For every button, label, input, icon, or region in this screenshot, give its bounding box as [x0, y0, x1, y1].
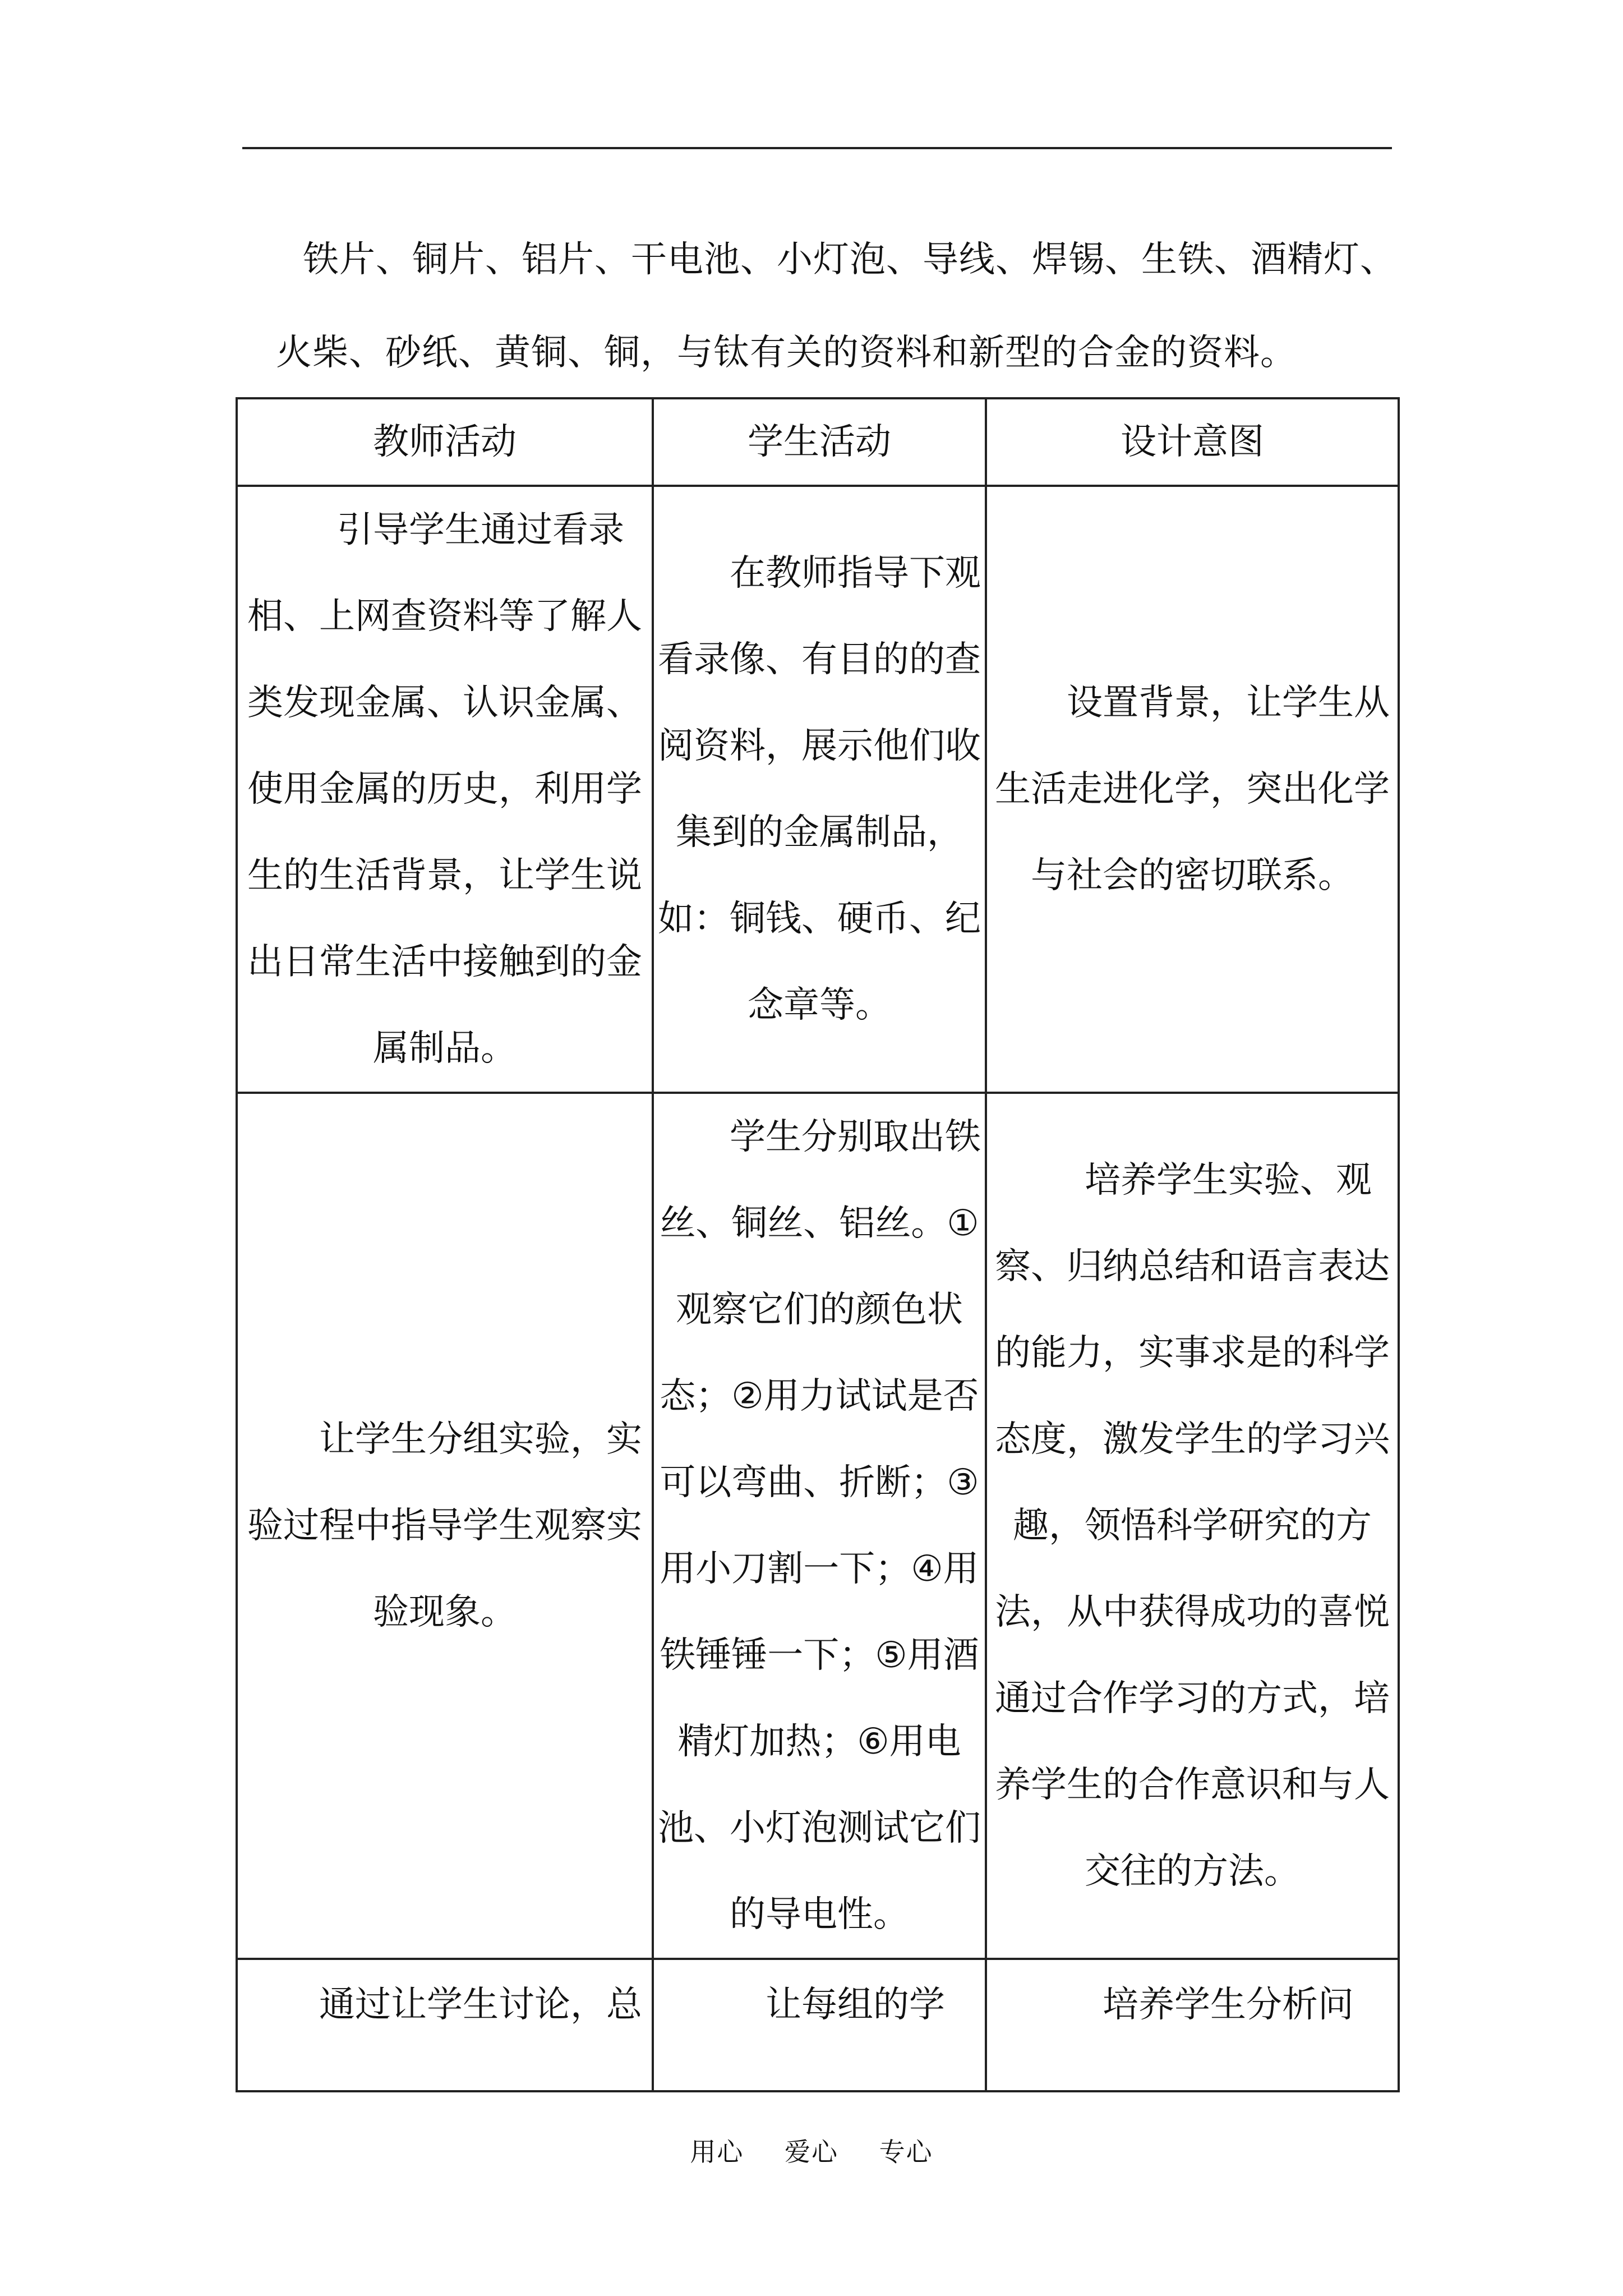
header-design-intent: 设计意图 — [986, 398, 1399, 486]
student-activity-cell: 让每组的学 — [653, 1959, 986, 2091]
table-header-row — [237, 398, 1399, 486]
table-row — [237, 1093, 1399, 1959]
materials-paragraph — [276, 213, 1408, 399]
teacher-activity-cell: 让学生分组实验，实验过程中指导学生观察实验现象。 — [237, 1093, 653, 1959]
table-row — [237, 486, 1399, 1093]
design-intent-cell: 培养学生分析问 — [986, 1959, 1399, 2091]
header-rule — [242, 147, 1392, 149]
materials-line-1: 铁片、铜片、铝片、干电池、小灯泡、导线、焊锡、生铁、酒精灯、 — [303, 239, 1396, 280]
footer-word: 用心 — [690, 2137, 744, 2167]
page-footer — [0, 2132, 1623, 2169]
table-row — [237, 1959, 1399, 2091]
teacher-activity-cell: 引导学生通过看录相、上网查资料等了解人类发现金属、认识金属、使用金属的历史，利用学生的生活背景，让学生说出日常生活中接触到的金属制品。 — [237, 486, 653, 1093]
teacher-activity-cell: 通过让学生讨论，总 — [237, 1959, 653, 2091]
header-teacher-activity: 教师活动 — [237, 398, 653, 486]
header-student-activity: 学生活动 — [653, 398, 986, 486]
lesson-plan-table — [236, 397, 1400, 2092]
footer-word: 专心 — [879, 2137, 933, 2167]
design-intent-cell: 培养学生实验、观察、归纳总结和语言表达的能力，实事求是的科学态度，激发学生的学习兴趣，领悟科学研究的方法，从中获得成功的喜悦通过合作学习的方式，培养学生的合作意识和与人交往的方法。 — [986, 1093, 1399, 1959]
footer-word: 爱心 — [785, 2137, 838, 2167]
materials-line-2: 火柴、砂纸、黄铜、铜，与钛有关的资料和新型的合金的资料。 — [276, 332, 1297, 374]
student-activity-cell: 学生分别取出铁丝、铜丝、铝丝。①观察它们的颜色状态；②用力试试是否可以弯曲、折断；③用小刀割一下；④用铁锤锤一下；⑤用酒精灯加热；⑥用电池、小灯泡测试它们的导电性。 — [653, 1093, 986, 1959]
design-intent-cell: 设置背景，让学生从生活走进化学，突出化学与社会的密切联系。 — [986, 486, 1399, 1093]
student-activity-cell: 在教师指导下观看录像、有目的的查阅资料，展示他们收集到的金属制品，如：铜钱、硬币、纪念章等。 — [653, 486, 986, 1093]
